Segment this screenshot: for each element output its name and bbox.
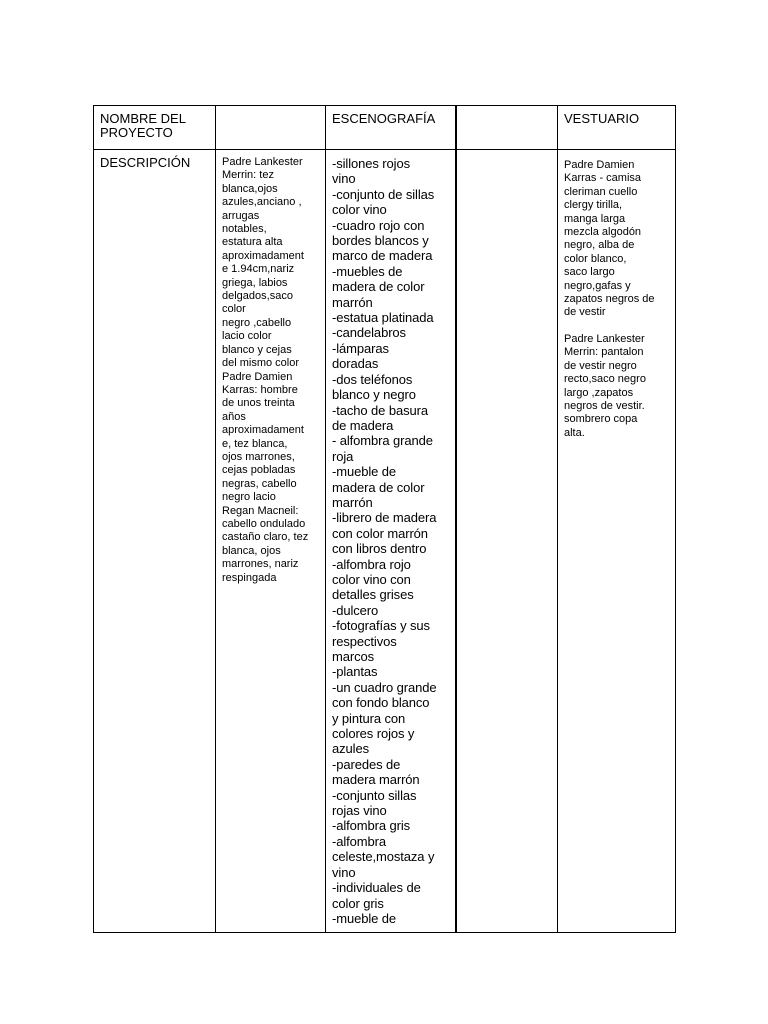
- empty-body-cell: [456, 150, 558, 933]
- header-row: [94, 106, 676, 150]
- scenography-cell: [326, 150, 456, 933]
- header-wardrobe-text: VESTUARIO: [564, 111, 640, 126]
- wardrobe-merrin: Padre Lankester Merrin: pantalon de vestir negro recto,saco negro largo ,zapatos negros de vestir. sombrero copa alta.: [564, 332, 646, 439]
- characters-description: Padre Lankester Merrin: tez blanca,ojos azules,anciano , arrugas notables, estatura alta aproximadament e 1.94cm,nariz griega, labios delgados,saco color negro ,cabello lacio color blanco y cejas del mismo color Padre Damien Karras: hombre de unos treinta años aproximadament e, tez blanca, ojos marrones, cejas pobladas negras, cabello negro lacio Regan Macneil: cabello ondulado castaño claro, tez blanca, ojos marrones, nariz respingada: [222, 156, 309, 584]
- header-project-name-text: NOMBRE DEL PROYECTO: [100, 111, 186, 140]
- header-empty-cell: [216, 106, 326, 150]
- header-scenography: [326, 106, 456, 150]
- characters-cell: [216, 150, 326, 933]
- header-scenography-text: ESCENOGRAFÍA: [332, 111, 436, 126]
- header-empty-cell-2: [456, 106, 558, 150]
- wardrobe-karras: Padre Damien Karras - camisa cleriman cuello clergy tirilla, manga larga mezcla algodón negro, alba de color blanco, saco largo negro,gafas y zapatos negros de de vestir: [564, 159, 655, 319]
- header-project-name: [94, 106, 216, 150]
- wardrobe-cell: [558, 150, 676, 933]
- description-row: [94, 150, 676, 933]
- description-label: DESCRIPCIÓN: [100, 155, 191, 170]
- description-label-cell: [94, 150, 216, 933]
- project-table: [93, 105, 676, 933]
- header-wardrobe: [558, 106, 676, 150]
- scenography-list: -sillones rojos vino -conjunto de sillas color vino -cuadro rojo con bordes blancos y marco de madera -muebles de madera de color marrón -estatua platinada -candelabros -lámparas doradas -dos teléfonos blanco y negro -tacho de basura de madera - alfombra grande roja -mueble de madera de color marrón -librero de madera con color marrón con libros dentro -alfombra rojo color vino con detalles grises -dulcero -fotografías y sus respectivos marcos -plantas -un cuadro grande con fondo blanco y pintura con colores rojos y azules -paredes de madera marrón -conjunto sillas rojas vino -alfombra gris -alfombra celeste,mostaza y vino -individuales de color gris -mueble de: [332, 156, 437, 926]
